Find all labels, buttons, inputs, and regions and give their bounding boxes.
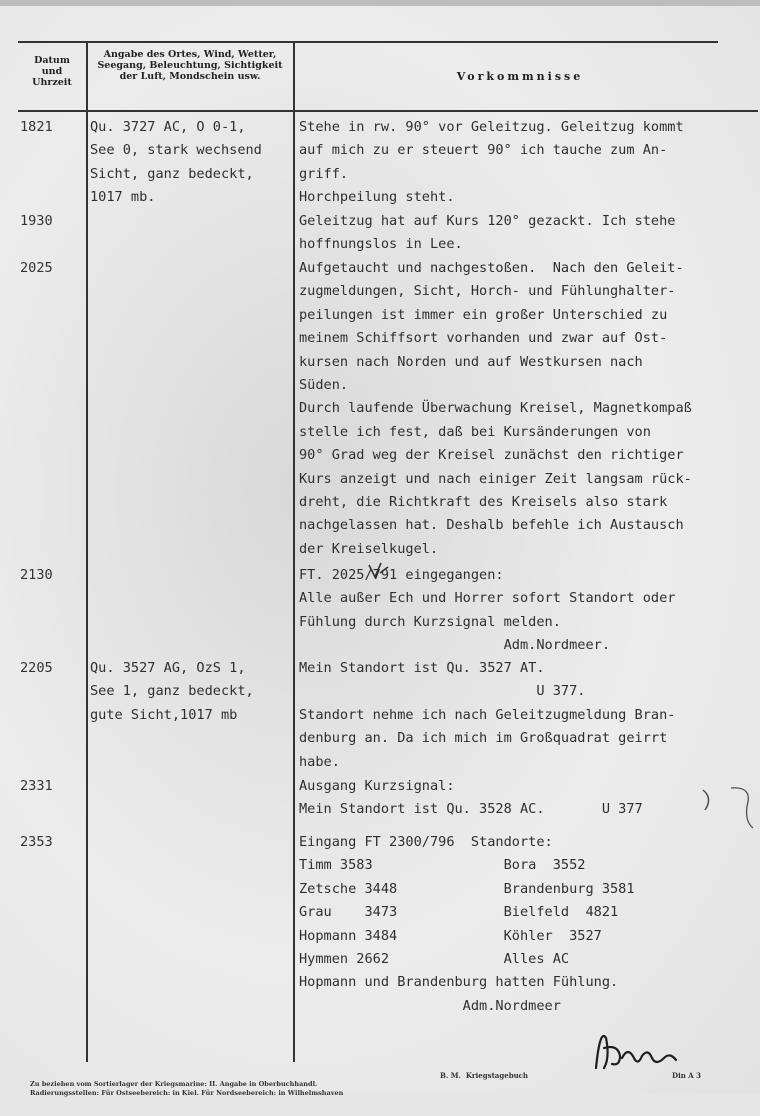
entry-text-line: habe. [299, 753, 340, 770]
entry-place-line: 1017 mb. [90, 189, 156, 206]
handwritten-bracket-mark [695, 784, 755, 834]
signature [590, 1018, 680, 1078]
entry-text-line: Standort nehme ich nach Geleitzugmeldung Bran- [299, 706, 676, 723]
header-bottom-rule [18, 110, 758, 112]
entry-text-line: griff. [299, 165, 349, 182]
entry-place-line: See 0, stark wechsend [90, 142, 262, 159]
entry-text-line: Durch laufende Überwachung Kreisel, Magnetkompaß [299, 400, 692, 417]
footer-page-code: Din A 3 [672, 1071, 701, 1080]
entry-time: 1930 [20, 213, 53, 229]
header-vorkommnisse: Vorkommnisse [456, 70, 584, 83]
entry-text-line: Alle außer Ech und Horrer sofort Standort oder [299, 590, 676, 607]
entry-place-line: Qu. 3727 AC, O 0-1, [90, 119, 246, 135]
entry-time: 2331 [20, 778, 53, 794]
entry-text-line: Kurs anzeigt und nach einiger Zeit langsam rück- [299, 470, 692, 487]
entry-time: 2353 [20, 834, 53, 850]
entry-text-line: FT. 2025/791 eingegangen: [299, 567, 504, 583]
entry-text-line: Geleitzug hat auf Kurs 120° gezackt. Ich stehe [299, 213, 676, 229]
entry-text-line: peilungen ist immer ein großer Unterschied zu [299, 306, 668, 323]
entry-text-line: Hymmen 2662 Alles AC [299, 951, 570, 967]
entry-text-line: hoffnungslos in Lee. [299, 236, 463, 253]
handwritten-check-mark [366, 561, 396, 583]
entry-text-line: Grau 3473 Bielfeld 4821 [299, 904, 619, 921]
entry-text-line: der Kreiselkugel. [299, 540, 439, 557]
entry-text-line: kursen nach Norden und auf Westkursen nach [299, 353, 643, 370]
entry-time: 2205 [20, 660, 53, 676]
header-angabe: Angabe des Ortes, Wind, Wetter, Seegang, Beleuchtung, Sichtigkeit der Luft, Mondschein usw. [97, 49, 283, 82]
entry-text-line: Timm 3583 Bora 3552 [299, 857, 586, 874]
entry-place-line: Sicht, ganz bedeckt, [90, 165, 254, 182]
entry-text-line: Eingang FT 2300/796 Standorte: [299, 834, 553, 850]
column-divider-2 [293, 42, 295, 1062]
entry-text-line: Adm.Nordmeer [299, 997, 561, 1014]
entry-text-line: Aufgetaucht und nachgestoßen. Nach den Geleit- [299, 260, 684, 276]
entry-time: 1821 [20, 119, 53, 135]
entry-text-line: stelle ich fest, daß bei Kursänderungen von [299, 423, 651, 440]
entry-time: 2130 [20, 567, 53, 583]
footer-form-name: B. M. Kriegstagebuch [440, 1071, 529, 1080]
entry-text-line: Süden. [299, 377, 349, 393]
header-top-rule [18, 41, 718, 43]
entry-time: 2025 [20, 260, 53, 276]
entry-text-line: Horchpeilung steht. [299, 189, 455, 206]
entry-place-line: See 1, ganz bedeckt, [90, 683, 254, 700]
entry-text-line: denburg an. Da ich mich im Großquadrat geirrt [299, 730, 668, 747]
entry-text-line: auf mich zu er steuert 90° ich tauche zum An- [299, 142, 668, 159]
header-datum: Datum und Uhrzeit [32, 55, 72, 88]
entry-text-line: U 377. [299, 683, 586, 700]
entry-text-line: Adm.Nordmeer. [299, 637, 610, 654]
entry-text-line: nachgelassen hat. Deshalb befehle ich Austausch [299, 517, 684, 534]
entry-text-line: Mein Standort ist Qu. 3527 AT. [299, 660, 545, 676]
entry-text-line: dreht, die Richtkraft des Kreisels also stark [299, 494, 668, 510]
entry-text-line: 90° Grad weg der Kreisel zunächst den richtiger [299, 447, 684, 464]
entry-text-line: Stehe in rw. 90° vor Geleitzug. Geleitzug kommt [299, 119, 684, 135]
entry-text-line: Hopmann und Brandenburg hatten Fühlung. [299, 974, 619, 991]
footer-publisher-note: Zu beziehen vom Sortierlager der Kriegsmarine: II. Angabe in Oberbuchhandl. Radierungsstellen: Für Ostseebereich: in Kiel. Für Nordseebereich: in Wilhelmshaven [30, 1080, 344, 1097]
entry-text-line: Ausgang Kurzsignal: [299, 778, 455, 794]
entry-text-line: Fühlung durch Kurzsignal melden. [299, 613, 561, 630]
entry-text-line: Zetsche 3448 Brandenburg 3581 [299, 880, 635, 897]
entry-place-line: Qu. 3527 AG, OzS 1, [90, 660, 246, 676]
entry-text-line: Hopmann 3484 Köhler 3527 [299, 927, 602, 944]
entry-text-line: zugmeldungen, Sicht, Horch- und Fühlunghalter- [299, 283, 676, 300]
column-divider-1 [86, 42, 88, 1062]
entry-text-line: Mein Standort ist Qu. 3528 AC. U 377 [299, 801, 643, 818]
entry-text-line: meinem Schiffsort vorhanden und zwar auf Ost- [299, 330, 668, 347]
entry-place-line: gute Sicht,1017 mb [90, 706, 238, 723]
page-top-edge [0, 0, 760, 6]
